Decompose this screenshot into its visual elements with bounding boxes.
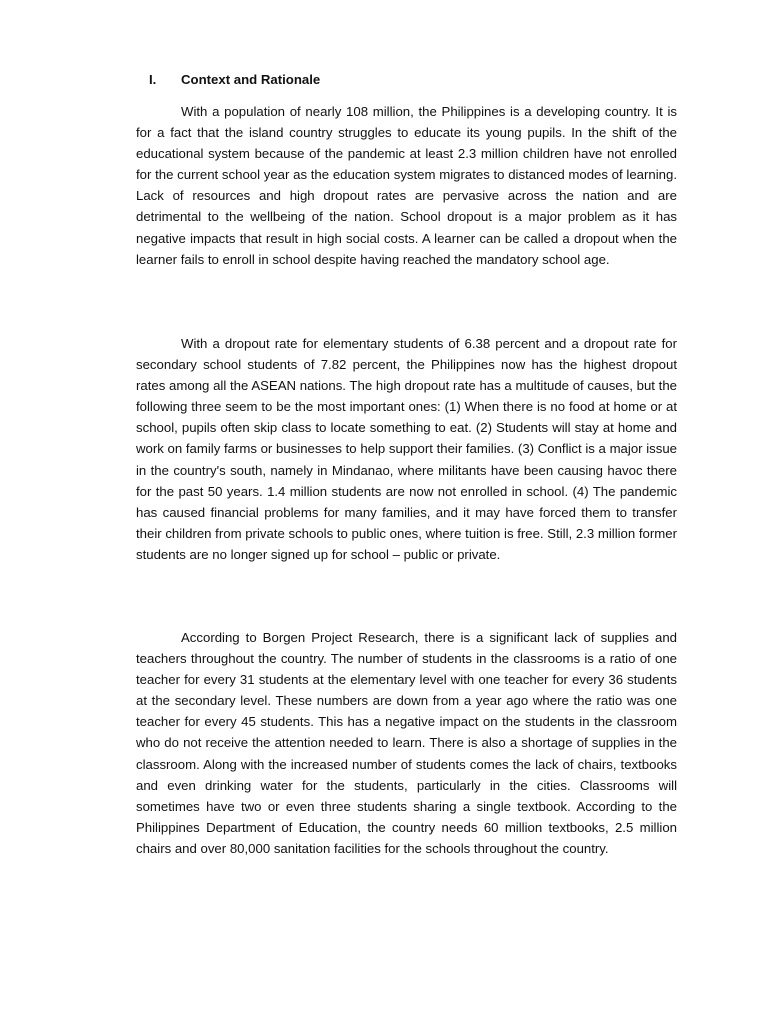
- paragraph-supplies-teachers: According to Borgen Project Research, there is a significant lack of supplies and teachers throughout the country. The number of students in the classrooms is a ratio of one teacher for every 31 students at the elementary level with one teacher for every 36 students at the secondary level. These numbers are down from a year ago where the ratio was one teacher for every 45 students. This has a negative impact on the students in the classroom who do not receive the attention needed to learn. There is also a shortage of supplies in the classroom. Along with the increased number of students comes the lack of chairs, textbooks and even drinking water for the students, particularly in the cities. Classrooms will sometimes have two or even three students sharing a single textbook. According to the Philippines Department of Education, the country needs 60 million textbooks, 2.5 million chairs and over 80,000 sanitation facilities for the schools throughout the country.: [136, 630, 677, 856]
- section-heading: [149, 71, 320, 89]
- section-title: Context and Rationale: [181, 72, 321, 87]
- paragraph-population: With a population of nearly 108 million, the Philippines is a developing country. It is for a fact that the island country struggles to educate its young pupils. In the shift of the educational system because of the pandemic at least 2.3 million children have not enrolled for the current school year as the education system migrates to distanced modes of learning. Lack of resources and high dropout rates are pervasive across the nation and are detrimental to the wellbeing of the nation. School dropout is a major problem as it has negative impacts that result in high social costs. A learner can be called a dropout when the learner fails to enroll in school despite having reached the mandatory school age.: [136, 104, 677, 267]
- section-number: I.: [149, 72, 157, 87]
- paragraph-dropout-rates: With a dropout rate for elementary students of 6.38 percent and a dropout rate for secondary school students of 7.82 percent, the Philippines now has the highest dropout rates among all the ASEAN nations. The high dropout rate has a multitude of causes, but the following three seem to be the most important ones: (1) When there is no food at home or at school, pupils often skip class to locate something to eat. (2) Students will stay at home and work on family farms or businesses to help support their families. (3) Conflict is a major issue in the country's south, namely in Mindanao, where militants have been causing havoc there for the past 50 years. 1.4 million students are now not enrolled in school. (4) The pandemic has caused financial problems for many families, and it may have forced them to transfer their children from private schools to public ones, where tuition is free. Still, 2.3 million former students are no longer signed up for school – public or private.: [136, 336, 677, 562]
